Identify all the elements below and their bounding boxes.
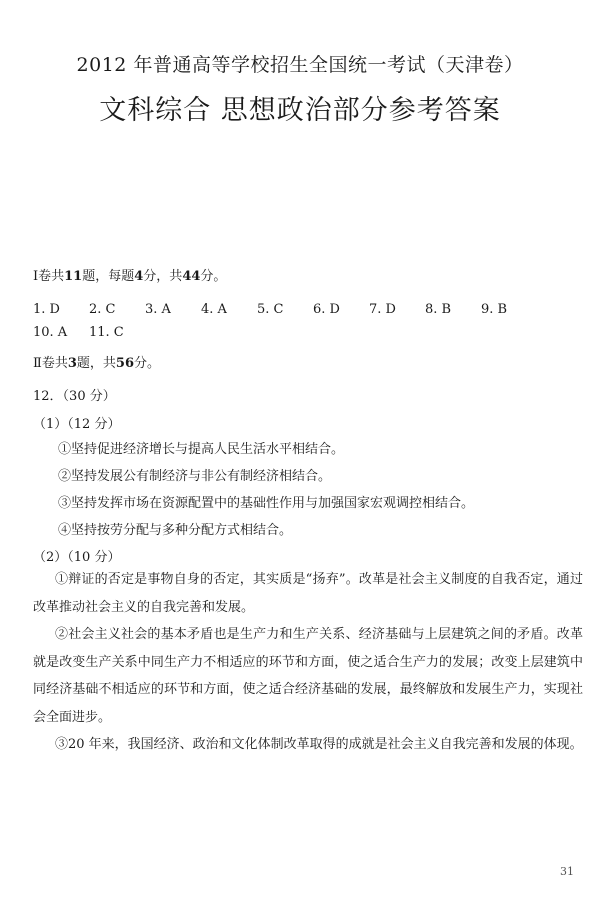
section2-heading-suffix: 分。 xyxy=(134,356,161,371)
section1-question-count: 11 xyxy=(64,269,83,284)
part1-item: ②坚持发展公有制经济与非公有制经济相结合。 xyxy=(58,469,332,484)
page-title-line1: 2012 年普通高等学校招生全国统一考试（天津卷） xyxy=(76,54,524,76)
page-title-line2: 文科综合 思想政治部分参考答案 xyxy=(99,95,501,126)
part1-item: ①坚持促进经济增长与提高人民生活水平相结合。 xyxy=(58,442,345,457)
answer-item: 6. D xyxy=(313,302,340,317)
answers-row-2 xyxy=(33,325,145,340)
part1-item: ③坚持发挥市场在资源配置中的基础性作用与加强国家宏观调控相结合。 xyxy=(58,496,475,511)
section1-score-each: 4 xyxy=(134,269,144,284)
section2-heading-mid: 题，共 xyxy=(76,356,116,371)
answer-item: 3. A xyxy=(145,302,171,317)
question-12-label: 12．（30 分） xyxy=(33,389,116,404)
part2-paragraph-1: ①辩证的否定是事物自身的否定，其实质是“扬弃”。改革是社会主义制度的自我否定，通过改革推动社会主义的自我完善和发展。 xyxy=(33,572,583,615)
answer-item: 7. D xyxy=(369,302,396,317)
answer-item: 11. C xyxy=(89,325,124,340)
part2-answers xyxy=(33,566,583,759)
part1-answers xyxy=(58,436,578,544)
section1-heading-prefix: Ⅰ卷共 xyxy=(33,269,65,284)
answer-item: 1. D xyxy=(33,302,60,317)
part2-paragraph-3: ③20 年来，我国经济、政治和文化体制改革取得的成就是社会主义自我完善和发展的体现。 xyxy=(55,737,583,752)
section2-question-count: 3 xyxy=(67,356,77,371)
answer-item: 9. B xyxy=(481,302,508,317)
section2-heading-prefix: Ⅱ卷共 xyxy=(33,356,68,371)
page-number: 31 xyxy=(560,865,574,878)
section2-total-score: 56 xyxy=(115,356,134,371)
section1-heading-mid2: 分，共 xyxy=(143,269,183,284)
answer-item: 8. B xyxy=(425,302,452,317)
section2-heading xyxy=(33,352,160,371)
section1-heading xyxy=(33,265,226,284)
section1-heading-suffix: 分。 xyxy=(200,269,227,284)
answer-item: 10. A xyxy=(33,325,68,340)
answer-item: 2. C xyxy=(89,302,116,317)
answer-item: 5. C xyxy=(257,302,284,317)
part1-label: （1）（12 分） xyxy=(33,417,121,432)
section1-heading-mid1: 题，每题 xyxy=(82,269,135,284)
part2-label: （2）（10 分） xyxy=(33,550,121,565)
answer-item: 4. A xyxy=(201,302,227,317)
answers-row-1 xyxy=(33,302,521,317)
part1-item: ④坚持按劳分配与多种分配方式相结合。 xyxy=(58,523,293,538)
part2-paragraph-2: ②社会主义社会的基本矛盾也是生产力和生产关系、经济基础与上层建筑之间的矛盾。改革就是改变生产关系中同生产力不相适应的环节和方面，使之适合生产力的发展；改变上层建筑中同经济基础不相适应的环节和方面，使之适合经济基础的发展，最终解放和发展生产力，实现社会全面进步。 xyxy=(33,627,583,725)
section1-total-score: 44 xyxy=(182,269,201,284)
